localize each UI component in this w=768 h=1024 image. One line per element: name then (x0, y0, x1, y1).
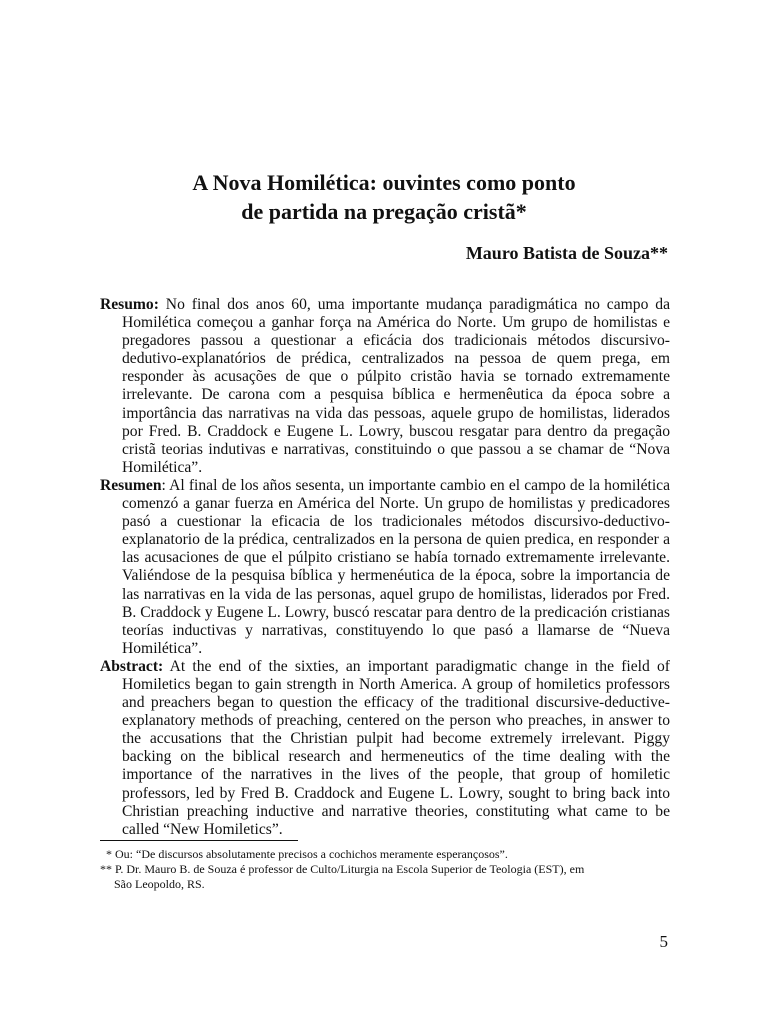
footnote-1: * Ou: “De discursos absolutamente precisos a cochichos meramente esperançosos”. (106, 847, 508, 861)
article-title-line-2: de partida na pregação cristã* (241, 199, 527, 224)
abstract-english (100, 658, 670, 839)
abstract-text: : Al final de los años sesenta, un importante cambio en el campo de la homilética comenzó a ganar fuerza en América del Norte. Un grupo de homilistas y predicadores pasó a cuestionar la eficacia de los tradicionales métodos discursivo-deductivo-explanatorio de la prédica, centralizados en la persona de quien predica, en responder a las acusaciones de que el púlpito cristiano se había tornado extremamente irrelevante. Valiéndose de la pesquisa bíblica y hermenéutica de la época, sobre la importancia de las narrativas en la vida de las personas, aquel grupo de homilistas, liderados por Fred. B. Craddock y Eugene L. Lowry, buscó rescatar para dentro de la predicación cristianas teorías inductivas y narrativas, constituyendo lo que pasó a llamarse de “Nueva Homilética”. (122, 476, 670, 657)
article-title-line-1: A Nova Homilética: ouvintes como ponto (192, 170, 576, 195)
footnotes (100, 847, 670, 892)
abstract-spanish (100, 477, 670, 658)
abstract-label: Abstract: (100, 657, 164, 675)
article-title (100, 168, 668, 226)
abstract-portuguese (100, 296, 670, 477)
abstracts-section (100, 296, 670, 839)
footnote-2: ** P. Dr. Mauro B. de Souza é professor de Culto/Liturgia na Escola Superior de Teologia (EST), em (100, 862, 585, 876)
footnote-divider (100, 840, 298, 841)
abstract-label: Resumen (100, 476, 162, 494)
abstract-text: At the end of the sixties, an important paradigmatic change in the field of Homiletics began to gain strength in North America. A group of homiletics professors and preachers began to question the efficacy of the traditional discursive-deductive-explanatory methods of preaching, centered on the person who preaches, in answer to the accusations that the Christian pulpit had become extremely irrelevant. Piggy backing on the biblical research and hermeneutics of the time dealing with the importance of the narratives in the lives of the people, that group of homiletic professors, led by Fred B. Craddock and Eugene L. Lowry, sought to bring back into Christian preaching inductive and narrative theories, constituting what came to be called “New Homiletics”. (122, 657, 670, 838)
abstract-label: Resumo: (100, 296, 159, 313)
page-number: 5 (659, 932, 668, 951)
abstract-text: No final dos anos 60, uma importante mudança paradigmática no campo da Homilética começou a ganhar força na América do Norte. Um grupo de homilistas e pregadores passou a questionar a eficácia dos tradicionais métodos discursivo-dedutivo-explanatórios de prédica, centralizados na pessoa de quem prega, em responder às acusações de que o púlpito cristão havia se tornado extremamente irrelevante. De carona com a pesquisa bíblica e hermenêutica da época sobre a importância das narrativas na vida das pessoas, aquele grupo de homilistas, liderados por Fred. B. Craddock e Eugene L. Lowry, buscou resgatar para dentro da pregação cristã teorias indutivas e narrativas, constituindo o que passou a se chamar de “Nova Homilética”. (122, 296, 670, 476)
author-name: Mauro Batista de Souza** (465, 243, 668, 263)
footnote-2-continuation: São Leopoldo, RS. (114, 877, 205, 891)
